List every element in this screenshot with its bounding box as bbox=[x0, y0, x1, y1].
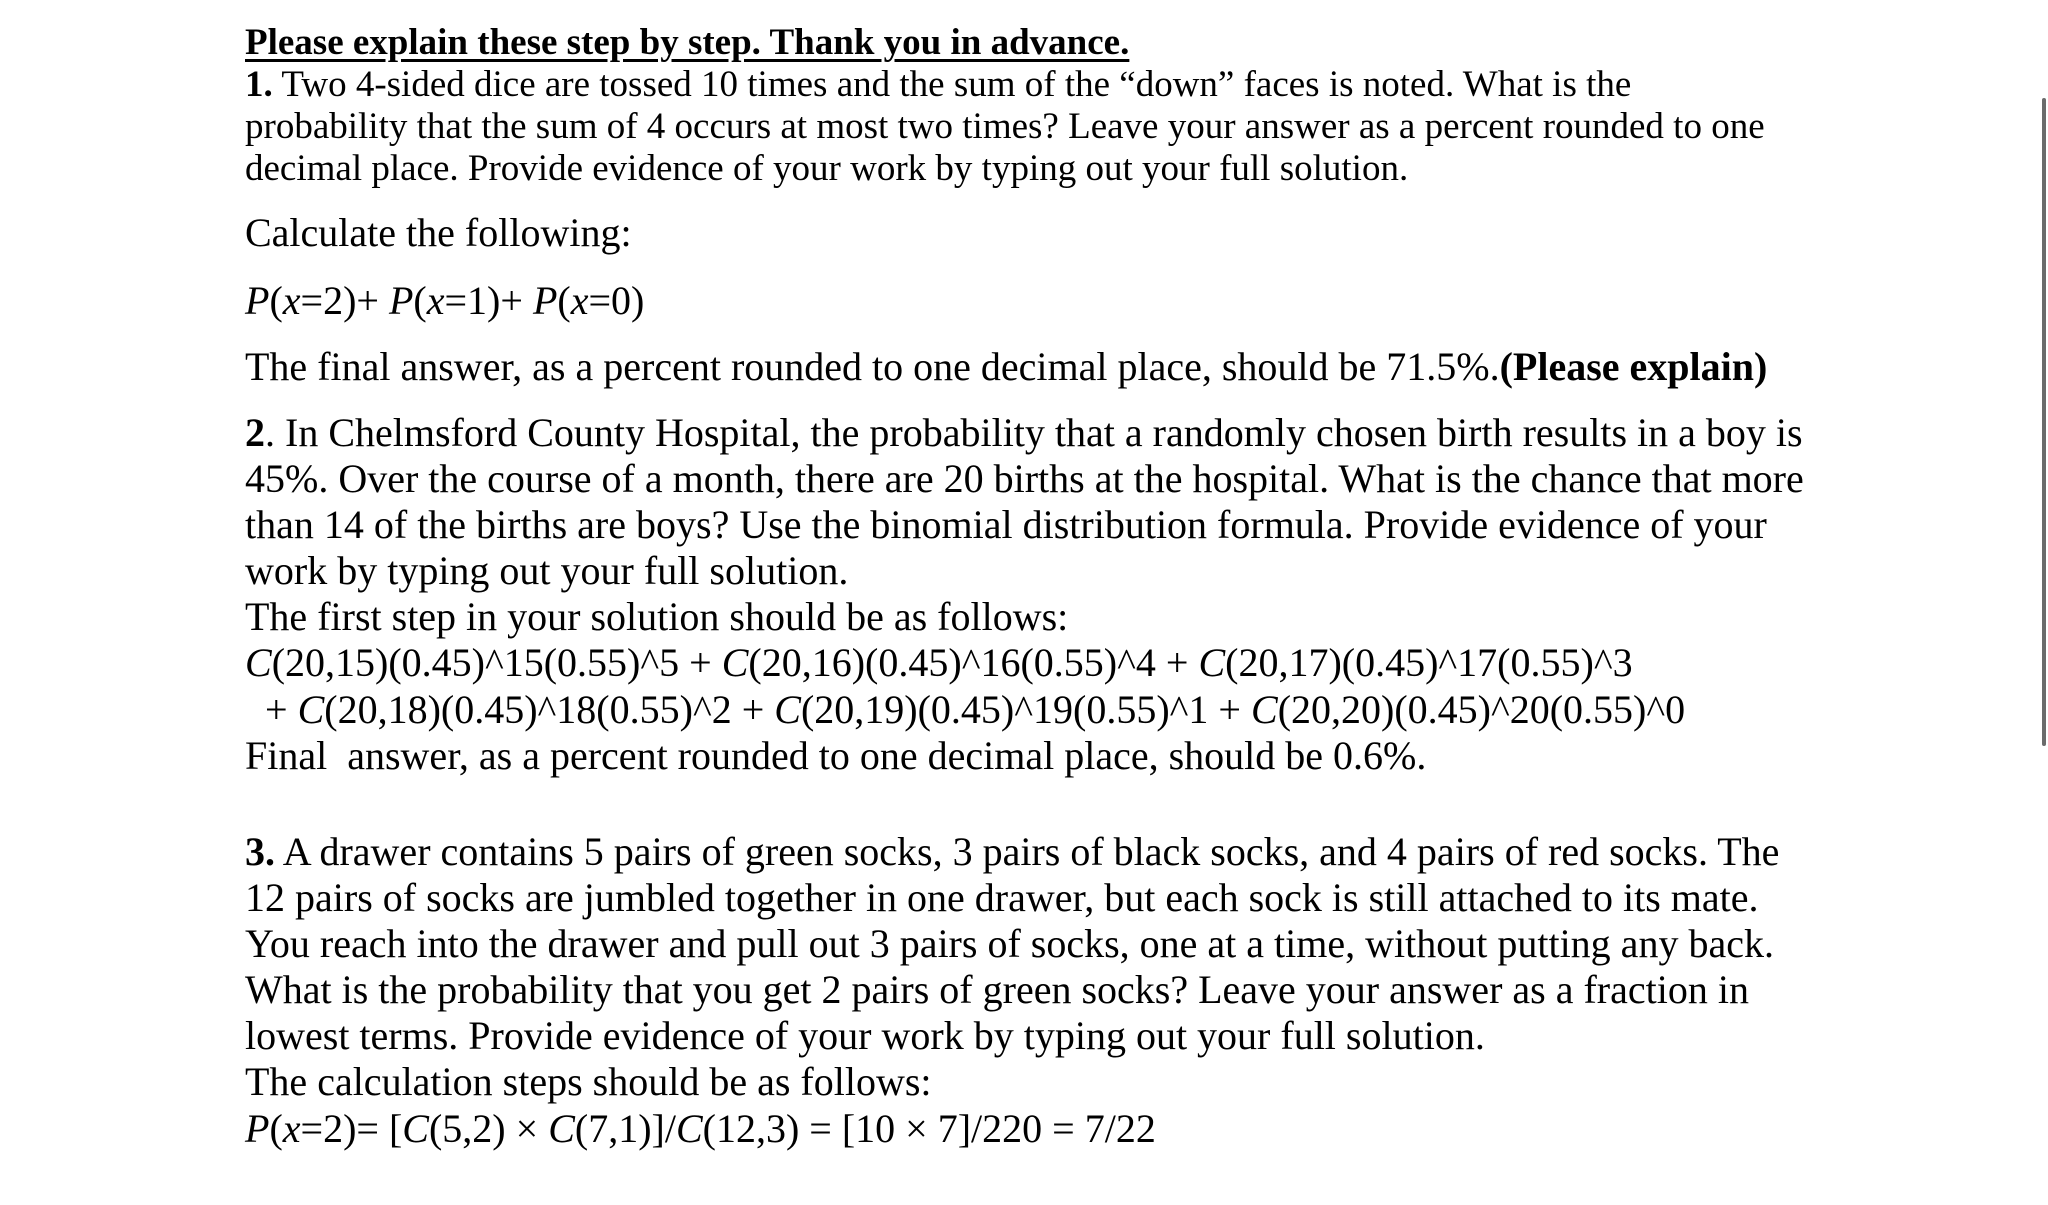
q2-text-1: . In Chelmsford County Hospital, the probability that a randomly chosen birth results in a boy is bbox=[265, 410, 1803, 455]
q2-f2-c-b: C bbox=[774, 687, 801, 732]
q2-f1-c-b: C bbox=[721, 640, 749, 685]
q2-line-2: 45%. Over the course of a month, there are 20 births at the hospital. What is the chance that more bbox=[245, 456, 1804, 501]
q2-number: 2 bbox=[245, 410, 265, 455]
q1-formula-b1: =2)+ bbox=[300, 278, 389, 323]
q1-formula-p2: P bbox=[388, 278, 414, 323]
q3-formula-c3: C bbox=[675, 1106, 703, 1151]
q1-line-2: probability that the sum of 4 occurs at most two times? Leave your answer as a percent rounded to one bbox=[245, 106, 1765, 147]
q3-formula-c1: C bbox=[402, 1106, 429, 1151]
q1-calc-label: Calculate the following: bbox=[245, 210, 632, 255]
q2-formula-line-1 bbox=[245, 640, 1633, 685]
q3-number: 3. bbox=[245, 829, 275, 874]
page-heading: Please explain these step by step. Thank you in advance. bbox=[245, 22, 1130, 63]
q3-formula-p: P bbox=[245, 1106, 270, 1151]
q1-final-answer bbox=[245, 344, 1768, 389]
q2-f2-term-c: (20,20)(0.45)^20(0.55)^0 bbox=[1277, 687, 1686, 732]
q3-formula bbox=[245, 1106, 1156, 1151]
q3-steps-label: The calculation steps should be as follows: bbox=[245, 1059, 932, 1104]
q1-number: 1. bbox=[245, 64, 273, 105]
q3-line-5: lowest terms. Provide evidence of your work by typing out your full solution. bbox=[245, 1013, 1485, 1058]
q2-formula-line-2 bbox=[245, 687, 1686, 732]
q2-f2-c-a: C bbox=[297, 687, 325, 732]
q1-formula-p3: P bbox=[532, 278, 558, 323]
q3-formula-c2: C bbox=[548, 1106, 575, 1151]
q2-f1-term-c: (20,17)(0.45)^17(0.55)^3 bbox=[1225, 640, 1633, 685]
q2-f1-c-a: C bbox=[245, 640, 272, 685]
q1-formula-x3: x bbox=[570, 278, 589, 323]
q1-line-3: decimal place. Provide evidence of your work by typing out your full solution. bbox=[245, 148, 1409, 189]
q2-f2-c-c: C bbox=[1251, 687, 1278, 732]
q2-f2-term-a: (20,18)(0.45)^18(0.55)^2 + bbox=[324, 687, 775, 732]
q1-please-explain: (Please explain) bbox=[1499, 344, 1768, 389]
q2-f1-c-c: C bbox=[1198, 640, 1226, 685]
q2-f2-lead: + bbox=[245, 687, 298, 732]
q2-f2-term-b: (20,19)(0.45)^19(0.55)^1 + bbox=[800, 687, 1251, 732]
q2-line-3: than 14 of the births are boys? Use the binomial distribution formula. Provide evidence of your bbox=[245, 502, 1767, 547]
scrollbar-thumb[interactable] bbox=[2042, 98, 2046, 746]
q2-final-answer: Final answer, as a percent rounded to one decimal place, should be 0.6%. bbox=[245, 733, 1427, 778]
q3-line-3: You reach into the drawer and pull out 3 pairs of socks, one at a time, without putting any back. bbox=[245, 921, 1774, 966]
q1-formula-a1: ( bbox=[269, 278, 283, 323]
q1-formula bbox=[245, 278, 645, 323]
q3-text-1: A drawer contains 5 pairs of green socks, 3 pairs of black socks, and 4 pairs of red socks. The bbox=[275, 829, 1780, 874]
q3-formula-f: (12,3) = [10 × 7]/220 = 7/22 bbox=[702, 1106, 1156, 1151]
q2-f1-term-a: (20,15)(0.45)^15(0.55)^5 + bbox=[271, 640, 722, 685]
q1-formula-p1: P bbox=[245, 278, 270, 323]
q1-formula-b2: =1)+ bbox=[444, 278, 533, 323]
q1-line-1 bbox=[245, 66, 1631, 103]
q3-line-4: What is the probability that you get 2 pairs of green socks? Leave your answer as a fraction in bbox=[245, 967, 1749, 1012]
q1-formula-b3: =0) bbox=[588, 278, 645, 323]
q3-formula-a: ( bbox=[269, 1106, 283, 1151]
q2-line-4: work by typing out your full solution. bbox=[245, 548, 849, 593]
q3-line-1 bbox=[245, 829, 1780, 874]
q3-line-2: 12 pairs of socks are jumbled together in one drawer, but each sock is still attached to its mate. bbox=[245, 875, 1759, 920]
q1-text-1: Two 4-sided dice are tossed 10 times and the sum of the “down” faces is noted. What is the bbox=[272, 64, 1632, 105]
q1-formula-a3: ( bbox=[557, 278, 571, 323]
q1-formula-x2: x bbox=[426, 278, 445, 323]
q3-formula-d: (5,2) × bbox=[428, 1106, 549, 1151]
q1-formula-a2: ( bbox=[413, 278, 427, 323]
q1-final-text: The final answer, as a percent rounded to one decimal place, should be 71.5%. bbox=[245, 344, 1500, 389]
q3-formula-x: x bbox=[282, 1106, 301, 1151]
q3-formula-e: (7,1)]/ bbox=[574, 1106, 676, 1151]
q2-line-1 bbox=[245, 410, 1803, 455]
q2-first-step-label: The first step in your solution should be as follows: bbox=[245, 594, 1069, 639]
q2-f1-term-b: (20,16)(0.45)^16(0.55)^4 + bbox=[748, 640, 1199, 685]
q1-formula-x1: x bbox=[282, 278, 301, 323]
q3-formula-b: =2)= [ bbox=[300, 1106, 403, 1151]
